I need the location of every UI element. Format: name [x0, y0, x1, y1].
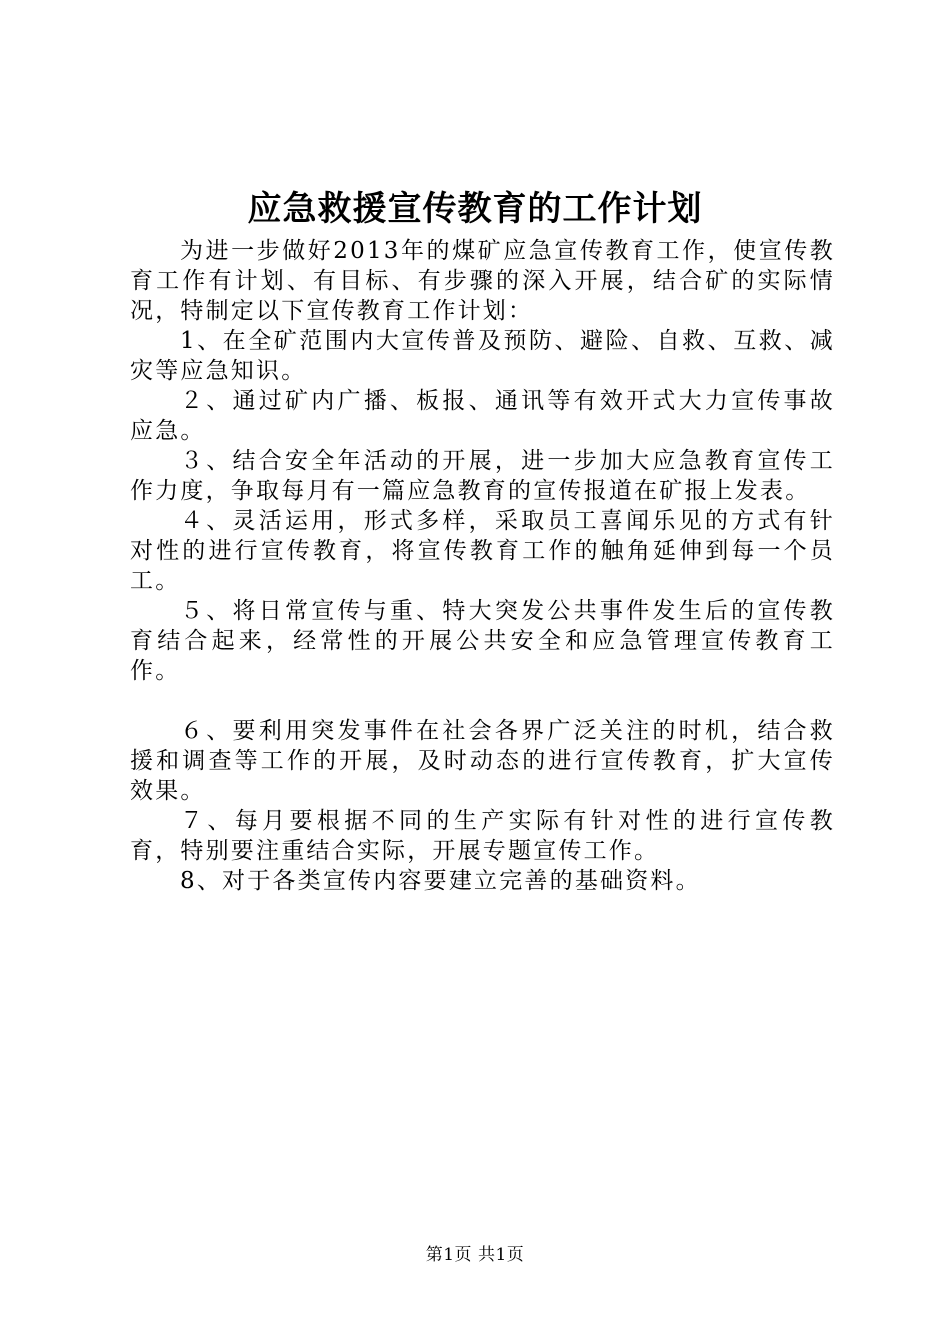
page-footer: 第1页 共1页 [425, 1245, 525, 1265]
plan-item-4: ４、灵活运用，形式多样，采取员工喜闻乐见的方式有针对性的进行宣传教育，将宣传教育工作的触角延伸到每一个员工。 [130, 508, 835, 594]
plan-item-8: 8、对于各类宣传内容要建立完善的基础资料。 [180, 868, 701, 894]
plan-item-5: ５、将日常宣传与重、特大突发公共事件发生后的宣传教育结合起来，经常性的开展公共安全和应急管理宣传教育工作。 [130, 598, 835, 684]
document-title: 应急救援宣传教育的工作计划 [247, 189, 703, 229]
plan-item-1: 1、在全矿范围内大宣传普及预防、避险、自救、互救、减灾等应急知识。 [130, 328, 835, 384]
plan-item-6: ６、要利用突发事件在社会各界广泛关注的时机，结合救援和调查等工作的开展，及时动态的进行宣传教育，扩大宣传效果。 [130, 718, 835, 804]
plan-item-2: ２、通过矿内广播、板报、通讯等有效开式大力宣传事故应急。 [130, 388, 835, 444]
document-body [130, 236, 835, 896]
plan-item-3: ３、结合安全年活动的开展，进一步加大应急教育宣传工作力度，争取每月有一篇应急教育的宣传报道在矿报上发表。 [130, 448, 835, 504]
intro-paragraph: 为进一步做好2013年的煤矿应急宣传教育工作，使宣传教育工作有计划、有目标、有步骤的深入开展，结合矿的实际情况，特制定以下宣传教育工作计划： [130, 238, 835, 324]
plan-item-7: ７、每月要根据不同的生产实际有针对性的进行宣传教育，特别要注重结合实际，开展专题宣传工作。 [130, 808, 835, 864]
